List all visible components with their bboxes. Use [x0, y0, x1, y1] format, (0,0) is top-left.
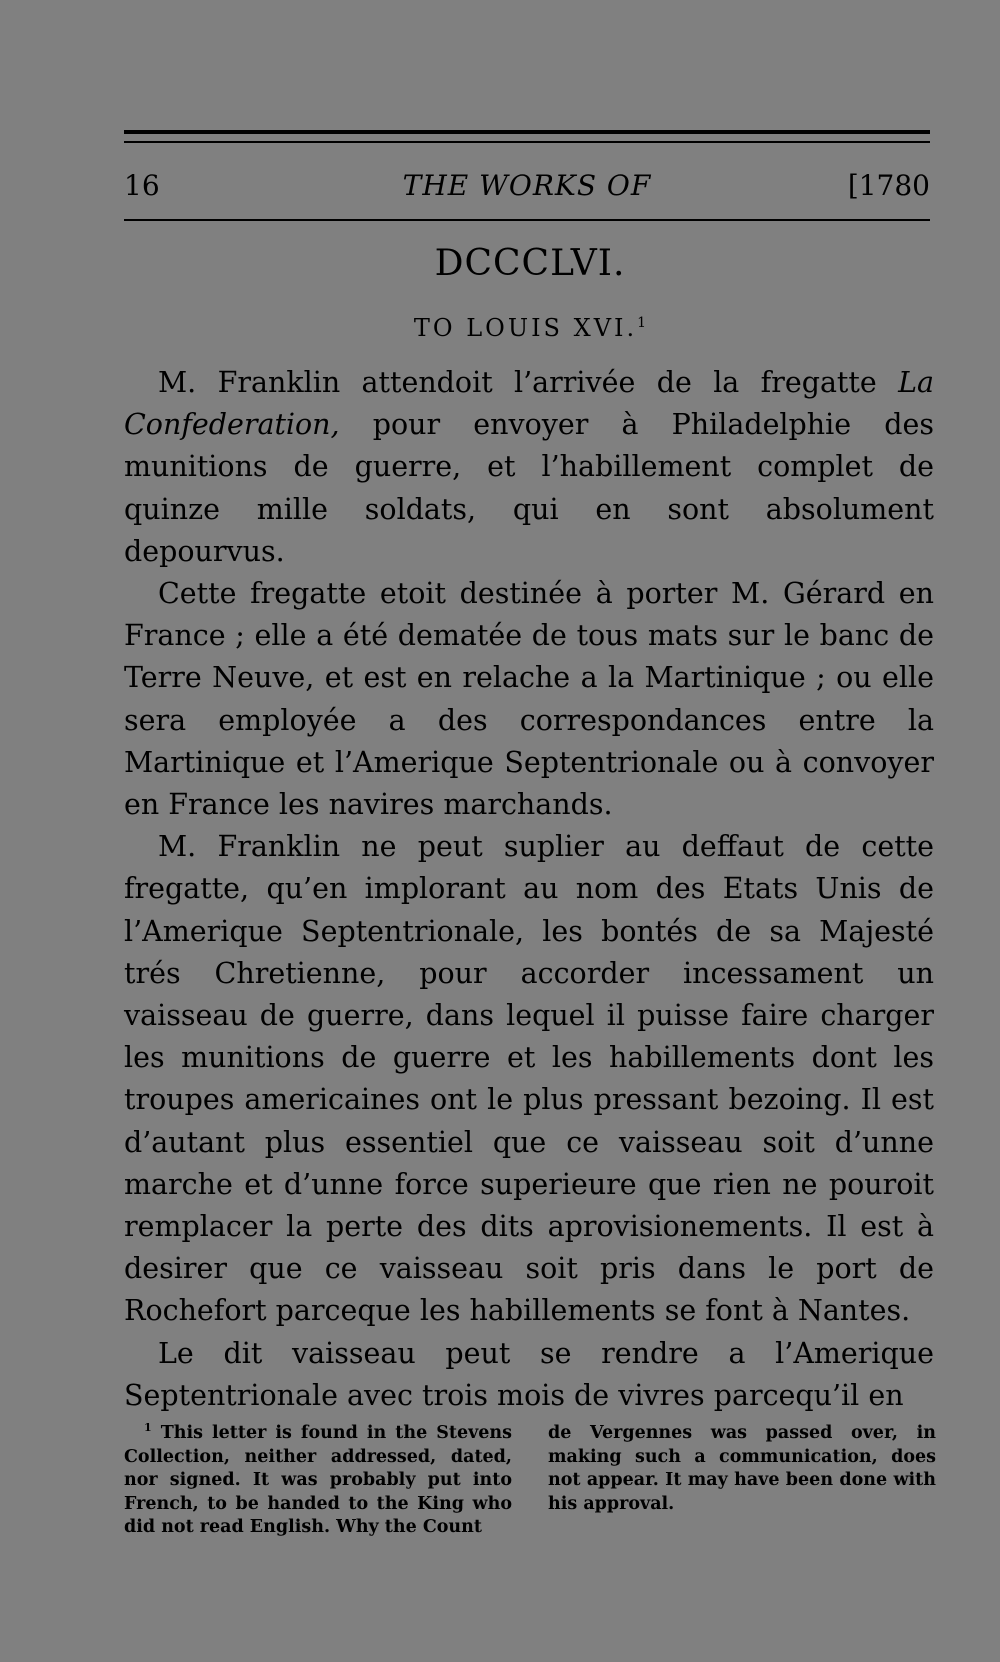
- page-number: 16: [124, 169, 160, 202]
- letter-body: [124, 362, 934, 1417]
- paragraph-2: Cette fregatte etoit destinée à porter M. Gérard en France ; elle a été dematée de tous mats sur le banc de Terre Neuve, et est en relache a la Martinique ; ou elle sera employée a des correspondances entre la Martinique et l’Amerique Septentrionale ou à convoyer en France les navires marchands.: [124, 577, 934, 822]
- header-rule-bottom: [124, 219, 930, 221]
- letter-heading: [0, 310, 1000, 346]
- header-rule-top: [124, 130, 930, 134]
- footnote-text-left: This letter is found in the Stevens Collection, neither addressed, dated, nor signed. It was probably put into French, to be handed to the King who did not read English. Why the Count: [124, 1423, 512, 1537]
- ship-name: La Confederation,: [124, 366, 934, 442]
- paragraph-1-end: pour envoyer à Philadelphie des munitions de guerre, et l’habillement complet de quinze mille soldats, qui en sont absolument depourvus.: [124, 408, 934, 568]
- letter-addressee: TO LOUIS XVI.: [413, 314, 638, 342]
- footnote-column-right: de Vergennes was passed over, in making such a communication, does not appear. It may have been done with his approval.: [548, 1423, 936, 1514]
- footnote-column-left: [124, 1422, 512, 1540]
- running-head: [124, 166, 930, 206]
- footnote-reference-mark: 1: [637, 315, 647, 331]
- letter-number: DCCCLVI.: [434, 243, 626, 284]
- paragraph-1-start: M. Franklin attendoit l’arrivée de la fregatte: [158, 366, 899, 399]
- paragraph-3: M. Franklin ne peut suplier au deffaut de cette fregatte, qu’en implorant au nom des Etats Unis de l’Amerique Septentrionale, les bontés de sa Majesté trés Chretienne, pour accorder incessament un vaisseau de guerre, dans lequel il puisse faire charger les munitions de guerre et les habillements dont les troupes americaines ont le plus pressant bezoing. Il est d’autant plus essentiel que ce vaisseau soit d’unne marche et d’unne force superieure que rien ne pouroit remplacer la perte des dits aprovisionements. Il est à desirer que ce vaisseau soit pris dans le port de Rochefort parceque les habillements se font à Nantes.: [124, 830, 934, 1328]
- running-year: [1780: [847, 169, 930, 202]
- paragraph-4: Le dit vaisseau peut se rendre a l’Amerique Septentrionale avec trois mois de vivres parcequ’il en: [124, 1336, 934, 1412]
- paragraph-1: [124, 362, 934, 573]
- header-rule-second: [124, 141, 930, 143]
- footnote-mark: 1: [144, 1421, 152, 1435]
- running-title: THE WORKS OF: [402, 169, 652, 202]
